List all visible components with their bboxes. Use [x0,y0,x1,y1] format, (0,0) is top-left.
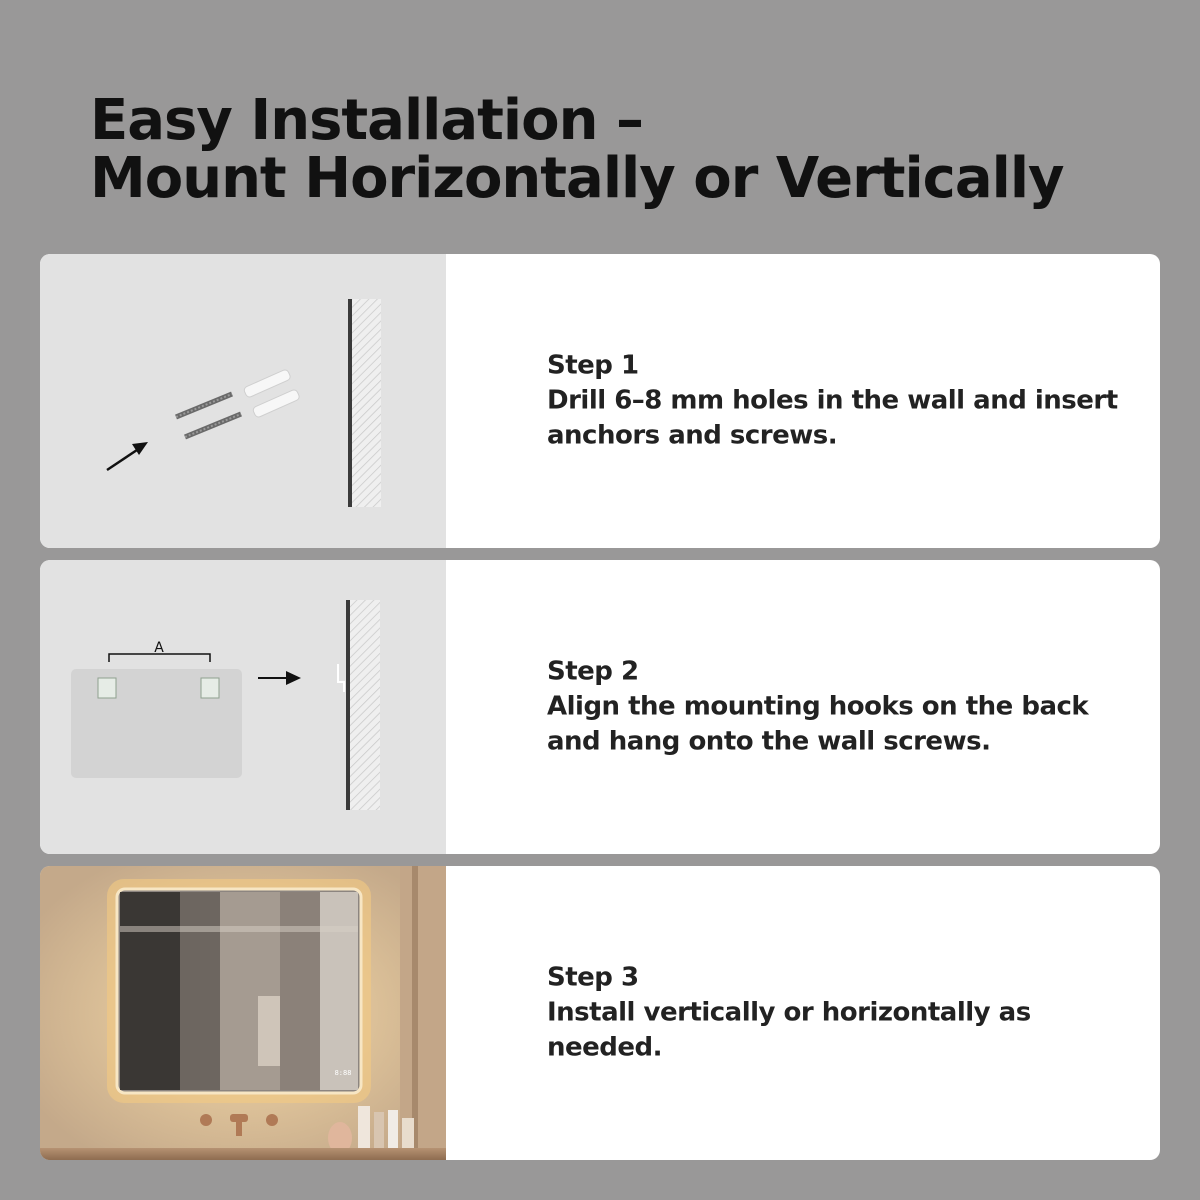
vanity-counter [40,1148,446,1160]
mirror-clock-display: 8:88 [334,1069,352,1077]
step-3-description: Install vertically or horizontally as needed. [547,997,1031,1063]
hook-icon [98,678,116,698]
step-2-description: Align the mounting hooks on the back and hang onto the wall screws. [547,691,1089,757]
step-2-illustration [40,560,446,854]
wall-hook-icon [338,664,344,692]
hook-icon [201,678,219,698]
step-1-illustration [40,254,446,548]
title-line-1: Easy Installation – [90,88,643,153]
step-2-heading: Step 2 [547,656,639,687]
step-1-text [547,349,1127,454]
step-3-text [547,961,1127,1066]
step-3-photo [40,866,446,1160]
drill-anchors-illustration [40,254,446,548]
step-2-card [40,560,1160,854]
title-line-2: Mount Horizontally or Vertically [90,146,1064,211]
wall-anchor-icon [243,369,300,419]
page-title [90,88,1064,211]
step-2-text [547,655,1127,760]
step-3-heading: Step 3 [547,962,639,993]
direction-arrow-icon [258,671,301,685]
bathroom-mirror-image [40,866,446,1160]
direction-arrow-icon [107,442,148,470]
hang-mirror-illustration [40,560,446,854]
screw-icon [176,394,241,437]
spacing-label: A [154,640,164,656]
step-1-description: Drill 6–8 mm holes in the wall and insert anchors and screws. [547,385,1118,451]
step-1-heading: Step 1 [547,350,639,381]
step-1-card [40,254,1160,548]
step-3-card [40,866,1160,1160]
